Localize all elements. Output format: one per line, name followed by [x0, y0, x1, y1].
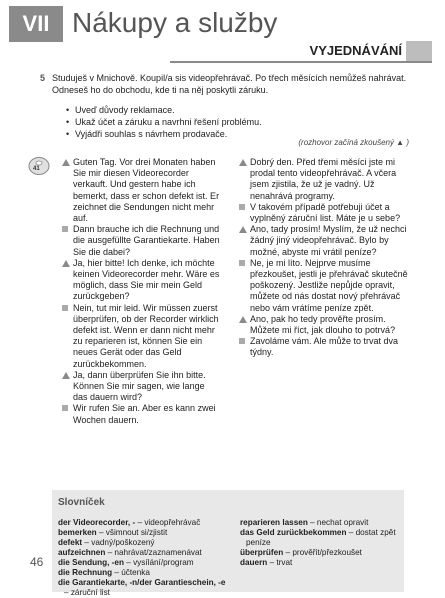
vocabulary-definition: – trvat [269, 558, 293, 567]
square-marker-icon [239, 260, 245, 266]
square-marker-icon [239, 338, 245, 344]
vocabulary-definition: – prověřit/přezkoušet [285, 548, 362, 557]
instruction-list [66, 104, 396, 140]
dialog-line [62, 303, 220, 370]
vocabulary-term: die Rechnung [58, 568, 115, 577]
vocabulary-term: bemerken [58, 528, 99, 537]
chapter-title: Nákupy a služby [72, 7, 278, 38]
dialog-german [62, 157, 220, 426]
dialog-text: Dann brauche ich die Rechnung und die ausgefüllte Garantiekarte. Haben Sie die dabei? [73, 224, 220, 257]
vocabulary-term: die Sendung, -en [58, 558, 127, 567]
role-note: (rozhovor začíná zkoušený ▲ ) [298, 138, 409, 147]
vocabulary-entry [58, 578, 238, 588]
vocabulary-definition: – nahrávat/zaznamenávat [107, 548, 202, 557]
dialog-text: V takovém případě potřebuji účet a vyplněný záruční list. Máte je u sebe? [250, 201, 401, 224]
vocabulary-definition: – dostat zpět [348, 528, 396, 537]
vocabulary-definition: – videopřehrávač [137, 518, 201, 527]
vocabulary-definition: – nechat opravit [310, 518, 369, 527]
vocabulary-definition-cont: peníze [246, 538, 271, 547]
square-marker-icon [62, 405, 68, 411]
dialog-text: Ano, pak ho tedy prověřte prosím. Můžete mi říct, jak dlouho to potrvá? [250, 313, 396, 336]
dialog-czech [239, 157, 409, 359]
vocabulary-term: die Garantiekarte, -n/der Garantieschein, -e [58, 578, 226, 587]
triangle-marker-icon [62, 159, 70, 166]
section-label: VYJEDNÁVÁNÍ [309, 43, 402, 58]
vocabulary-entry [240, 558, 398, 568]
vocabulary-column-left [58, 518, 238, 598]
dialog-line [239, 202, 409, 224]
vocabulary-entry [58, 538, 238, 548]
vocabulary-definition: – všimnout si/zjistit [98, 528, 168, 537]
vocabulary-term: dauern [240, 558, 270, 567]
vocabulary-entry [58, 548, 238, 558]
section-bar [170, 41, 432, 63]
vocabulary-entry [240, 528, 398, 538]
square-marker-icon [239, 204, 245, 210]
vocabulary-definition: – vadný/poškozený [84, 538, 155, 547]
vocabulary-entry [58, 528, 238, 538]
dialog-text: Guten Tag. Vor drei Monaten haben Sie mir diesen Videorecorder verkauft. Und gestern habe ich bemerkt, dass er schon defekt ist. Er zeichnet die Sendungen nicht mehr auf. [73, 157, 220, 224]
dialog-text: Zavoláme vám. Ale může to trvat dva týdny. [250, 336, 399, 358]
dialog-line [62, 157, 220, 224]
vocabulary-box [52, 490, 404, 597]
dialog-line [62, 370, 220, 404]
vocabulary-term: überprüfen [240, 548, 286, 557]
vocabulary-title: Slovníček [58, 497, 105, 508]
dialog-line [62, 258, 220, 303]
triangle-marker-icon [239, 159, 247, 166]
dialog-text: Ja, hier bitte! Ich denke, ich möchte keinen Videorecorder mehr. Wäre es möglich, dass Sie mir mein Geld zurückgeben? [73, 257, 220, 302]
page-number: 46 [30, 555, 44, 569]
dialog-text: Nein, tut mir leid. Wir müssen zuerst überprüfen, ob der Recorder wirklich defekt ist. Wenn er dann nicht mehr zu reparieren ist, können Sie ein neues Gerät oder das Geld zurückbekommen. [73, 302, 219, 369]
dialog-text: Wir rufen Sie an. Aber es kann zwei Wochen dauern. [73, 403, 216, 425]
triangle-marker-icon [62, 372, 70, 379]
dialog-line [239, 224, 409, 258]
triangle-marker-icon [239, 226, 247, 233]
vocabulary-term: reparieren lassen [240, 518, 311, 527]
chapter-number-badge: VII [9, 6, 63, 42]
audio-cd-icon [28, 156, 50, 176]
triangle-marker-icon [62, 260, 70, 267]
chapter-header [0, 6, 445, 42]
vocabulary-column-right [240, 518, 398, 568]
task-text: Studuješ v Mnichově. Koupil/a sis videopřehrávač. Po třech měsících nemůžeš nahrávat. Odneseš ho do obchodu, kde ti na něj poskytli záruku. [52, 73, 407, 95]
dialog-text: Dobrý den. Před třemi měsíci jste mi prodal tento videopřehrávač. A včera jsem zjistila, že už je vadný. Už nenahrává programy. [250, 157, 397, 201]
square-marker-icon [62, 305, 68, 311]
dialog-line [239, 157, 409, 202]
dialog-line [239, 314, 409, 336]
vocabulary-entry [240, 518, 398, 528]
vocabulary-term: das Geld zurückbekommen [240, 528, 349, 537]
dialog-line [239, 336, 409, 358]
vocabulary-term: defekt [58, 538, 85, 547]
instruction-item: • Ukaž účet a záruku a navrhni řešení problému. [66, 116, 396, 128]
dialog-line [239, 258, 409, 314]
dialog-line [62, 403, 220, 425]
vocabulary-definition: – účtenka [114, 568, 150, 577]
audio-track-number: 41 [33, 166, 40, 172]
instruction-item: • Uveď důvody reklamace. [66, 104, 396, 116]
vocabulary-entry [58, 558, 238, 568]
section-decoration [406, 41, 432, 61]
dialog-text: Ne, je mi líto. Nejprve musíme přezkoušet, jestli je přehrávač skutečně poškozený. Jestliže nepůjde opravit, můžete od nás dostat nový přehrávač nebo vám vrátíme peníze zpět. [250, 257, 408, 313]
vocabulary-definition: – vysílání/program [126, 558, 194, 567]
task-block [40, 72, 412, 96]
vocabulary-entry [240, 548, 398, 558]
dialog-line [62, 224, 220, 258]
vocabulary-term: der Videorecorder, - [58, 518, 138, 527]
vocabulary-entry [58, 568, 238, 578]
vocabulary-definition-cont: – záruční list [64, 588, 110, 597]
instruction-item: • Vyjádři souhlas s návrhem prodavače. [66, 128, 396, 140]
dialog-text: Ano, tady prosím! Myslím, že už nechci žádný jiný videopřehrávač. Bylo by možné, abyste mi vrátil peníze? [250, 224, 407, 257]
square-marker-icon [62, 226, 68, 232]
vocabulary-term: aufzeichnen [58, 548, 108, 557]
dialog-text: Ja, dann überprüfen Sie ihn bitte. Können Sie mir sagen, wie lange das dauern wird? [73, 369, 206, 403]
task-number: 5 [40, 73, 46, 83]
vocabulary-entry [58, 518, 238, 528]
triangle-marker-icon [239, 316, 247, 323]
